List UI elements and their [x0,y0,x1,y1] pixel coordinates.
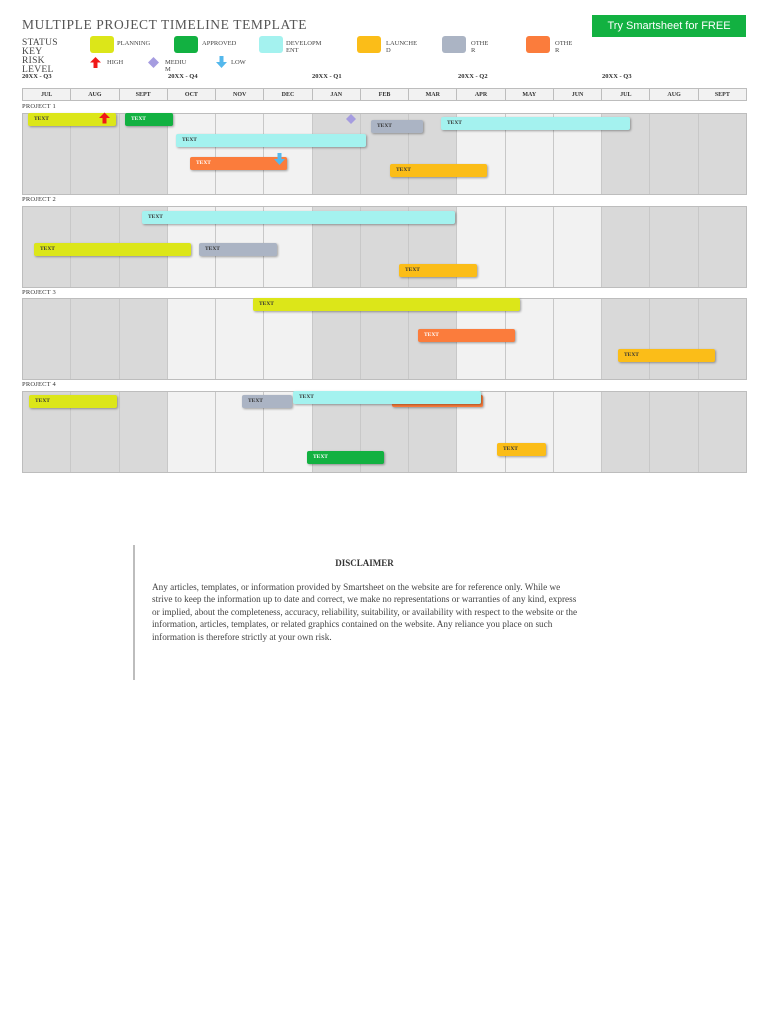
grid-cell [168,299,216,379]
grid-cell [313,299,361,379]
timeline-bar-launched[interactable]: TEXT [618,349,715,362]
grid-cell [120,392,168,472]
month-cell: JUL [601,88,649,101]
grid-cell [168,114,216,194]
development-swatch [259,36,283,53]
month-cell: FEB [360,88,408,101]
month-cell: JAN [312,88,360,101]
try-smartsheet-button[interactable]: Try Smartsheet for FREE [592,15,746,37]
quarter-label: 20XX - Q1 [312,73,342,80]
quarter-label: 20XX - Q4 [168,73,198,80]
month-cell: NOV [215,88,263,101]
timeline-bar-development[interactable]: TEXT [176,134,366,147]
low-risk-icon [216,56,227,68]
other-orange-label: OTHER [555,40,573,54]
project-label: PROJECT 4 [22,381,57,388]
grid-cell [71,299,119,379]
timeline-bar-planning[interactable]: TEXT [29,395,117,408]
timeline-bar-approved[interactable]: TEXT [307,451,384,464]
launched-label: LAUNCHED [386,40,418,54]
grid-cell [216,299,264,379]
high-risk-icon [90,57,101,68]
disclaimer-body: Any articles, templates, or information provided by Smartsheet on the website are for reference only. While we strive to keep the information up to date and correct, we make no representations or warranties of any kind, express or implied, about the completeness, accuracy, reliability, suitability, or availability with respect to the website or the information, articles, templates, or related graphics contained on the website. Any reliance you place on such information is therefore strictly at your own risk. [152,582,578,642]
timeline-bar-development[interactable]: TEXT [441,117,630,130]
grid-cell [699,299,746,379]
month-header-row [22,88,747,101]
grid-cell [264,114,312,194]
month-cell: SEPT [119,88,167,101]
low-risk-label: LOW [231,59,246,66]
grid-cell [506,207,554,287]
other-gray-label: OTHER [471,40,489,54]
timeline-bar-development[interactable]: TEXT [142,211,455,224]
timeline-bar-approved[interactable]: TEXT [125,113,173,126]
grid-cell [699,207,746,287]
timeline-bar-other-orange[interactable]: TEXT [190,157,287,170]
medium-risk-icon [148,57,159,68]
grid-cell [554,207,602,287]
grid-cell [264,299,312,379]
timeline-bar-other[interactable]: TEXT [199,243,277,256]
approved-label: APPROVED [202,40,237,47]
page-title: MULTIPLE PROJECT TIMELINE TEMPLATE [22,17,308,32]
month-cell: MAY [505,88,553,101]
planning-swatch [90,36,114,53]
month-cell: DEC [263,88,311,101]
grid-cell [71,114,119,194]
month-cell: JUN [553,88,601,101]
grid-cell [313,114,361,194]
grid-cell [699,114,746,194]
timeline-bar-development[interactable]: TEXT [293,391,481,404]
disclaimer-divider [133,545,135,680]
timeline-bar-planning[interactable]: TEXT [253,298,520,311]
timeline-bar-planning[interactable]: TEXT [28,113,116,126]
grid-cell [554,392,602,472]
grid-cell [361,299,409,379]
grid-cell [120,299,168,379]
month-cell: SEPT [698,88,747,101]
month-cell: MAR [408,88,456,101]
project-label: PROJECT 2 [22,196,57,203]
low-risk-icon [274,153,285,165]
grid-cell [650,392,698,472]
timeline-bar-launched[interactable]: TEXT [399,264,477,277]
timeline-bar-other[interactable]: TEXT [371,120,423,133]
grid-cell [120,114,168,194]
status-key-label: STATUS KEY [22,38,58,57]
risk-level-label: RISK LEVEL [22,56,54,75]
medium-risk-icon [346,114,356,124]
month-cell: JUL [22,88,70,101]
project-label: PROJECT 3 [22,289,57,296]
grid-cell [602,299,650,379]
launched-swatch [357,36,381,53]
timeline-bar-launched[interactable]: TEXT [390,164,487,177]
timeline-bar-planning[interactable]: TEXT [34,243,191,256]
grid-cell [554,299,602,379]
quarter-label: 20XX - Q3 [22,73,52,80]
month-cell: AUG [649,88,697,101]
high-risk-icon [99,112,110,124]
approved-swatch [174,36,198,53]
grid-cell [602,207,650,287]
grid-cell [602,392,650,472]
grid-cell [23,299,71,379]
grid-cell [168,392,216,472]
grid-cell [650,114,698,194]
month-cell: OCT [167,88,215,101]
grid-cell [699,392,746,472]
quarter-label: 20XX - Q3 [602,73,632,80]
disclaimer-title: DISCLAIMER [335,558,394,568]
quarter-label: 20XX - Q2 [458,73,488,80]
grid-cell [650,299,698,379]
timeline-bar-other[interactable]: TEXT [242,395,292,408]
grid-cell [23,114,71,194]
timeline-bar-launched[interactable]: TEXT [497,443,546,456]
grid-cell [506,392,554,472]
project-label: PROJECT 1 [22,103,57,110]
month-cell: APR [456,88,504,101]
grid-cell [650,207,698,287]
grid-cell [216,114,264,194]
month-cell: AUG [70,88,118,101]
other-orange-swatch [526,36,550,53]
medium-risk-label: MEDIUM [165,59,187,73]
timeline-bar-other-orange[interactable]: TEXT [418,329,515,342]
development-label: DEVELOPMENT [286,40,322,54]
high-risk-label: HIGH [107,59,124,66]
planning-label: PLANNING [117,40,151,47]
other-gray-swatch [442,36,466,53]
